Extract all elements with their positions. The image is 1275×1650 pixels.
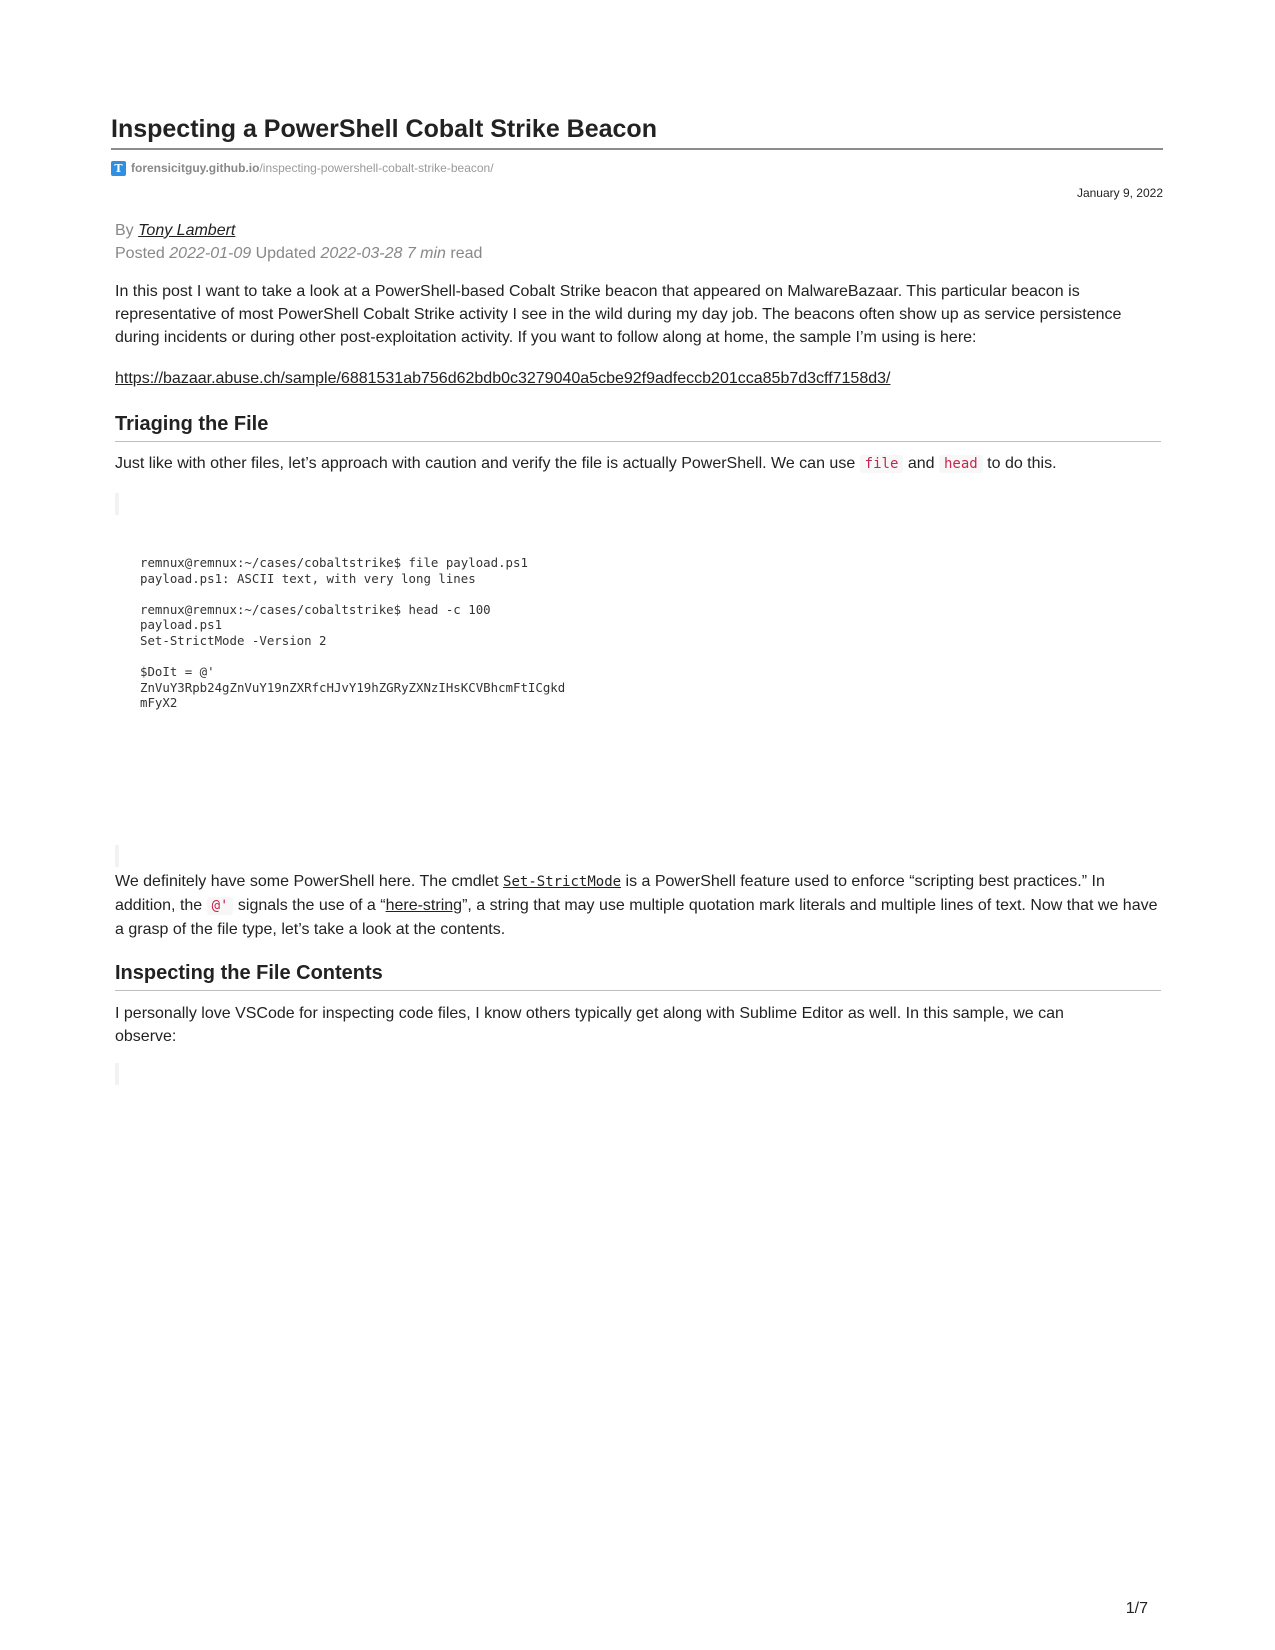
code-block-marker	[115, 493, 119, 515]
source-path: /inspecting-powershell-cobalt-strike-beacon/	[259, 161, 494, 175]
triage-text-after: to do this.	[982, 455, 1057, 472]
vscode-paragraph: I personally love VSCode for inspecting code files, I know others typically get along with Sublime Editor as well. In this sample, we can observe:	[115, 1005, 1064, 1045]
heading-triaging: Triaging the File	[115, 411, 1161, 442]
inline-code-here-string: @'	[207, 897, 234, 915]
author-link[interactable]: Tony Lambert	[138, 222, 236, 239]
updated-label: Updated	[255, 245, 317, 262]
heading-inspecting-contents: Inspecting the File Contents	[115, 960, 1161, 991]
updated-date: 2022-03-28	[320, 245, 403, 262]
sample-link-paragraph	[115, 367, 890, 390]
code-block-marker	[115, 1063, 119, 1085]
ps-text-3: signals the use of a “	[233, 897, 386, 914]
ps-text-1: We definitely have some PowerShell here. The cmdlet	[115, 873, 504, 890]
by-label: By	[115, 222, 134, 239]
article-date: January 9, 2022	[1076, 186, 1163, 200]
inline-code-head: head	[939, 455, 983, 473]
post-dates	[115, 242, 482, 265]
source-domain: forensicitguy.github.io	[131, 161, 260, 175]
read-label: read	[450, 245, 483, 262]
posted-label: Posted	[115, 245, 165, 262]
powershell-paragraph	[115, 870, 1161, 941]
triage-paragraph	[115, 452, 1161, 476]
read-time: 7 min	[406, 245, 446, 262]
ps-text-2: is a PowerShell feature used to enforce “scripting best practices.” In addition, the	[115, 873, 1105, 914]
source-line	[111, 160, 494, 176]
ps-text-4: ”, a string that may use multiple quotation mark literals and multiple lines of text. Now that we have a grasp of the file type, let’s take a look at the contents.	[115, 897, 1158, 938]
byline	[115, 219, 482, 242]
triage-text-before: Just like with other files, let’s approach with caution and verify the file is actually PowerShell. We can use	[115, 455, 860, 472]
inline-code-file: file	[860, 455, 904, 473]
posted-date: 2022-01-09	[169, 245, 252, 262]
page-title: Inspecting a PowerShell Cobalt Strike Beacon	[111, 113, 1163, 150]
code-block-marker	[115, 845, 119, 867]
here-string-link[interactable]: here-string	[385, 897, 463, 914]
intro-paragraph: In this post I want to take a look at a PowerShell-based Cobalt Strike beacon that appeared on MalwareBazaar. This particular beacon is representative of most PowerShell Cobalt Strike activity I see in the wild during my day job. The beacons often show up as service persistence during incidents or during other post-exploitation activity. If you want to follow along at home, the sample I’m using is here:	[115, 283, 1122, 346]
site-favicon-icon: T	[111, 161, 126, 176]
post-meta	[115, 219, 482, 265]
sample-link[interactable]: https://bazaar.abuse.ch/sample/6881531ab756d62bdb0c3279040a5cbe92f9adfeccb201cca85b7d3cff7158d3/	[115, 370, 891, 387]
page-number: 1/7	[1125, 1600, 1148, 1617]
terminal-code-block: remnux@remnux:~/cases/cobaltstrike$ file payload.ps1 payload.ps1: ASCII text, with very long lines remnux@remnux:~/cases/cobaltstrike$ head -c 100 payload.ps1 Set-StrictMode -Version 2 $DoIt = @' ZnVuY3Rpb24gZnVuY19nZXRfcHJvY19hZGRyZXNzIHsKCVBhcmFtICgkd mFyX2	[140, 555, 566, 711]
set-strictmode-link[interactable]: Set-StrictMode	[503, 874, 622, 890]
triage-text-mid: and	[903, 455, 939, 472]
